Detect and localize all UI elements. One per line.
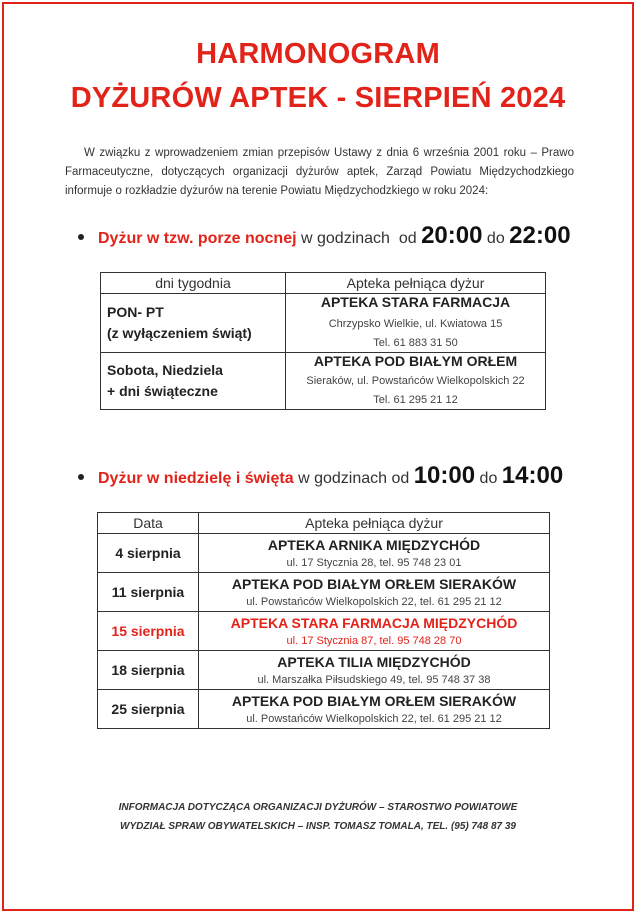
day-line-2: + dni świąteczne <box>107 383 218 399</box>
bullet-icon <box>78 234 84 240</box>
pharmacy-cell <box>199 612 550 651</box>
pharmacy-name: APTEKA POD BIAŁYM ORŁEM <box>313 353 518 369</box>
date-cell: 25 sierpnia <box>98 690 199 729</box>
header-days: dni tygodnia <box>101 273 286 294</box>
pharmacy-address: ul. Powstańców Wielkopolskich 22, tel. 61 295 21 12 <box>246 712 502 725</box>
night-duty-heading <box>78 222 571 250</box>
title-line-2: DYŻURÓW APTEK - SIERPIEŃ 2024 <box>70 82 566 114</box>
holiday-time-from: 10:00 <box>413 462 476 489</box>
holiday-hours-text: w godzinach od <box>293 470 414 487</box>
pharmacy-address: Chrzypsko Wielkie, ul. Kwiatowa 15 <box>328 318 503 330</box>
table-row <box>98 690 550 729</box>
date-cell: 11 sierpnia <box>98 573 199 612</box>
holiday-duty-table <box>97 512 550 729</box>
holiday-duty-label: Dyżur w niedzielę i święta <box>98 470 294 487</box>
holiday-time-to: 14:00 <box>501 462 564 489</box>
pharmacy-cell <box>199 651 550 690</box>
header-pharmacy: Apteka pełniąca dyżur <box>286 273 546 294</box>
night-time-to: 22:00 <box>509 222 571 249</box>
day-cell <box>101 353 286 410</box>
date-cell: 15 sierpnia <box>98 612 199 651</box>
pharmacy-name: APTEKA POD BIAŁYM ORŁEM SIERAKÓW <box>231 575 517 592</box>
pharmacy-cell <box>199 690 550 729</box>
pharmacy-address: ul. Marszałka Piłsudskiego 49, tel. 95 748 37 38 <box>257 673 491 686</box>
pharmacy-cell <box>199 573 550 612</box>
date-cell: 4 sierpnia <box>98 534 199 573</box>
table-header-row <box>98 513 550 534</box>
header-pharmacy: Apteka pełniąca dyżur <box>199 513 550 534</box>
table-row <box>98 534 550 573</box>
header-date: Data <box>98 513 199 534</box>
day-line-1: Sobota, Niedziela <box>107 362 223 378</box>
pharmacy-address: Sieraków, ul. Powstańców Wielkopolskich 22 <box>306 375 525 387</box>
footer-info <box>4 798 632 836</box>
holiday-duty-heading <box>78 462 563 490</box>
pharmacy-address: ul. Powstańców Wielkopolskich 22, tel. 61 295 21 12 <box>246 595 502 608</box>
document-page <box>2 2 634 911</box>
night-duty-label: Dyżur w tzw. porze nocnej <box>98 230 297 247</box>
pharmacy-name: APTEKA ARNIKA MIĘDZYCHÓD <box>267 536 481 553</box>
footer-line-2: WYDZIAŁ SPRAW OBYWATELSKICH – INSP. TOMASZ TOMALA, TEL. (95) 748 87 39 <box>120 821 516 832</box>
table-row <box>101 294 546 353</box>
title-line-1: HARMONOGRAM <box>196 38 440 70</box>
pharmacy-name: APTEKA STARA FARMACJA MIĘDZYCHÓD <box>230 614 518 631</box>
day-line-2: (z wyłączeniem świąt) <box>107 325 252 341</box>
page-title <box>4 32 632 120</box>
night-duty-table <box>100 272 546 410</box>
table-row <box>98 573 550 612</box>
holiday-to-word: do <box>475 470 502 487</box>
pharmacy-cell <box>286 294 546 353</box>
pharmacy-cell <box>199 534 550 573</box>
night-to-word: do <box>482 230 510 247</box>
date-cell: 18 sierpnia <box>98 651 199 690</box>
pharmacy-address: ul. 17 Stycznia 28, tel. 95 748 23 01 <box>286 556 462 569</box>
table-row-highlighted <box>98 612 550 651</box>
bullet-icon <box>78 474 84 480</box>
pharmacy-address: ul. 17 Stycznia 87, tel. 95 748 28 70 <box>286 634 462 647</box>
day-line-1: PON- PT <box>107 304 164 320</box>
pharmacy-cell <box>286 353 546 410</box>
table-row <box>98 651 550 690</box>
pharmacy-name: APTEKA POD BIAŁYM ORŁEM SIERAKÓW <box>231 692 517 709</box>
night-time-from: 20:00 <box>421 222 483 249</box>
night-hours-text: w godzinach od <box>296 230 422 247</box>
pharmacy-phone: Tel. 61 883 31 50 <box>373 337 458 349</box>
pharmacy-name: APTEKA STARA FARMACJA <box>320 294 511 310</box>
table-row <box>101 353 546 410</box>
intro-paragraph: W związku z wprowadzeniem zmian przepisów Ustawy z dnia 6 września 2001 roku – Prawo Farmaceutyczne, dotyczących organizacji dyżurów aptek, Zarząd Powiatu Międzychodzkiego informuje o rozkładzie dyżurów na terenie Powiatu Międzychodzkiego w roku 2024: <box>65 147 574 197</box>
pharmacy-phone: Tel. 61 295 21 12 <box>373 394 458 406</box>
pharmacy-name: APTEKA TILIA MIĘDZYCHÓD <box>277 653 471 670</box>
table-header-row <box>101 273 546 294</box>
day-cell <box>101 294 286 353</box>
footer-line-1: INFORMACJA DOTYCZĄCA ORGANIZACJI DYŻURÓW – STAROSTWO POWIATOWE <box>118 802 518 813</box>
